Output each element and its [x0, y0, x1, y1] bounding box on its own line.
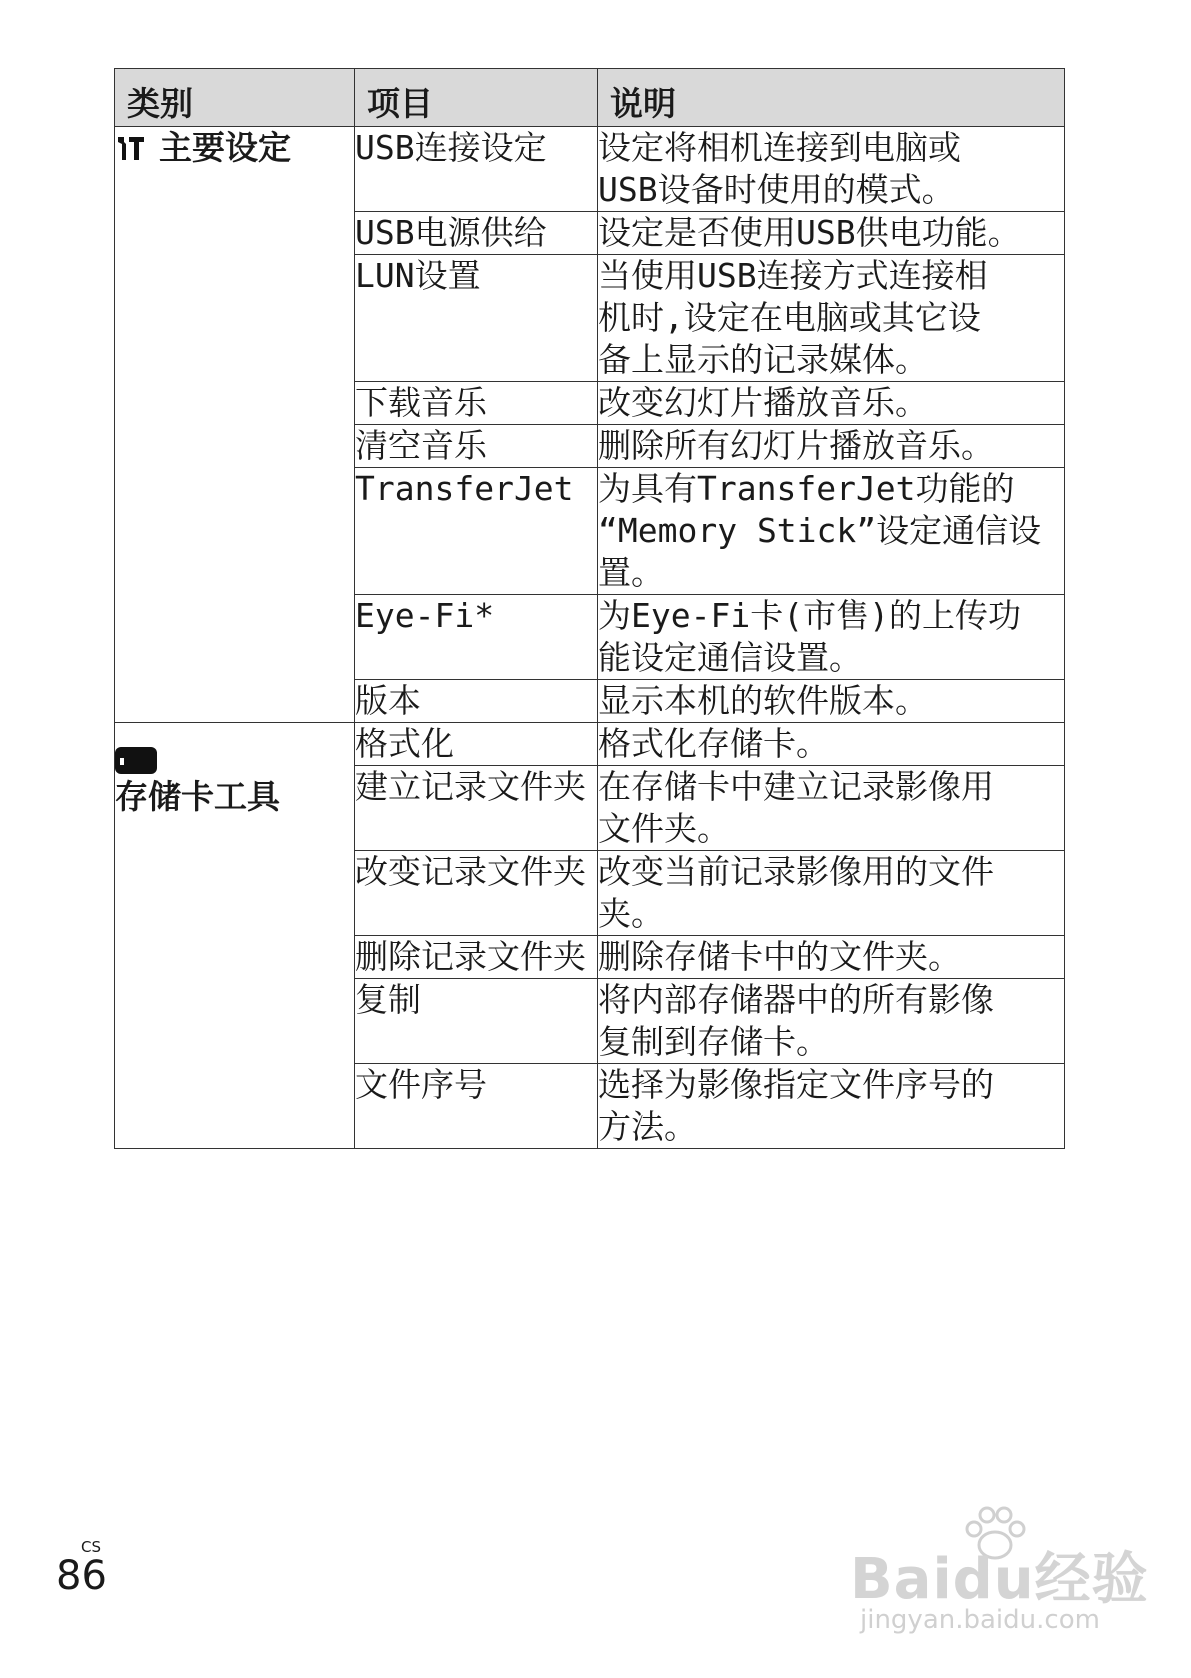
item-cell: Eye-Fi* — [355, 595, 598, 680]
category-label: 主要设定 — [159, 128, 291, 167]
item-cell: 下载音乐 — [355, 382, 598, 425]
item-cell: 格式化 — [355, 723, 598, 766]
description-cell: 删除所有幻灯片播放音乐。 — [598, 425, 1065, 468]
description-cell: 改变当前记录影像用的文件 夹。 — [598, 851, 1065, 936]
item-cell: USB电源供给 — [355, 212, 598, 255]
item-cell: 删除记录文件夹 — [355, 936, 598, 979]
description-cell: 删除存储卡中的文件夹。 — [598, 936, 1065, 979]
item-cell: 文件序号 — [355, 1064, 598, 1149]
watermark-main-text: Baidu经验 — [850, 1547, 1149, 1612]
description-cell: 格式化存储卡。 — [598, 723, 1065, 766]
description-cell: 显示本机的软件版本。 — [598, 680, 1065, 723]
watermark-url-text: jingyan.baidu.com — [860, 1605, 1100, 1635]
category-cell-memory-card-tool — [115, 723, 355, 1149]
item-cell: 版本 — [355, 680, 598, 723]
page-number: 86 — [56, 1553, 107, 1599]
settings-table — [114, 68, 1065, 1149]
header-item: 项目 — [355, 69, 598, 127]
item-cell: 清空音乐 — [355, 425, 598, 468]
page-language-code: CS — [81, 1538, 101, 1556]
description-cell: 设定是否使用USB供电功能。 — [598, 212, 1065, 255]
item-cell: 复制 — [355, 979, 598, 1064]
table-row — [115, 127, 1065, 212]
item-cell: 改变记录文件夹 — [355, 851, 598, 936]
table-row — [115, 723, 1065, 766]
description-cell: 选择为影像指定文件序号的 方法。 — [598, 1064, 1065, 1149]
tool-icon — [115, 134, 145, 162]
item-cell: USB连接设定 — [355, 127, 598, 212]
header-category: 类别 — [115, 69, 355, 127]
table-header-row — [115, 69, 1065, 127]
description-cell: 为具有TransferJet功能的 “Memory Stick”设定通信设 置。 — [598, 468, 1065, 595]
category-cell-main-settings — [115, 127, 355, 723]
description-cell: 将内部存储器中的所有影像 复制到存储卡。 — [598, 979, 1065, 1064]
description-cell: 设定将相机连接到电脑或 USB设备时使用的模式。 — [598, 127, 1065, 212]
memory-card-icon — [115, 747, 157, 774]
description-cell: 当使用USB连接方式连接相 机时,设定在电脑或其它设 备上显示的记录媒体。 — [598, 255, 1065, 382]
baidu-watermark — [850, 1505, 1170, 1645]
header-description: 说明 — [598, 69, 1065, 127]
description-cell: 改变幻灯片播放音乐。 — [598, 382, 1065, 425]
item-cell: 建立记录文件夹 — [355, 766, 598, 851]
description-cell: 在存储卡中建立记录影像用 文件夹。 — [598, 766, 1065, 851]
item-cell: TransferJet — [355, 468, 598, 595]
item-cell: LUN设置 — [355, 255, 598, 382]
category-label: 存储卡工具 — [115, 777, 280, 816]
description-cell: 为Eye-Fi卡(市售)的上传功 能设定通信设置。 — [598, 595, 1065, 680]
